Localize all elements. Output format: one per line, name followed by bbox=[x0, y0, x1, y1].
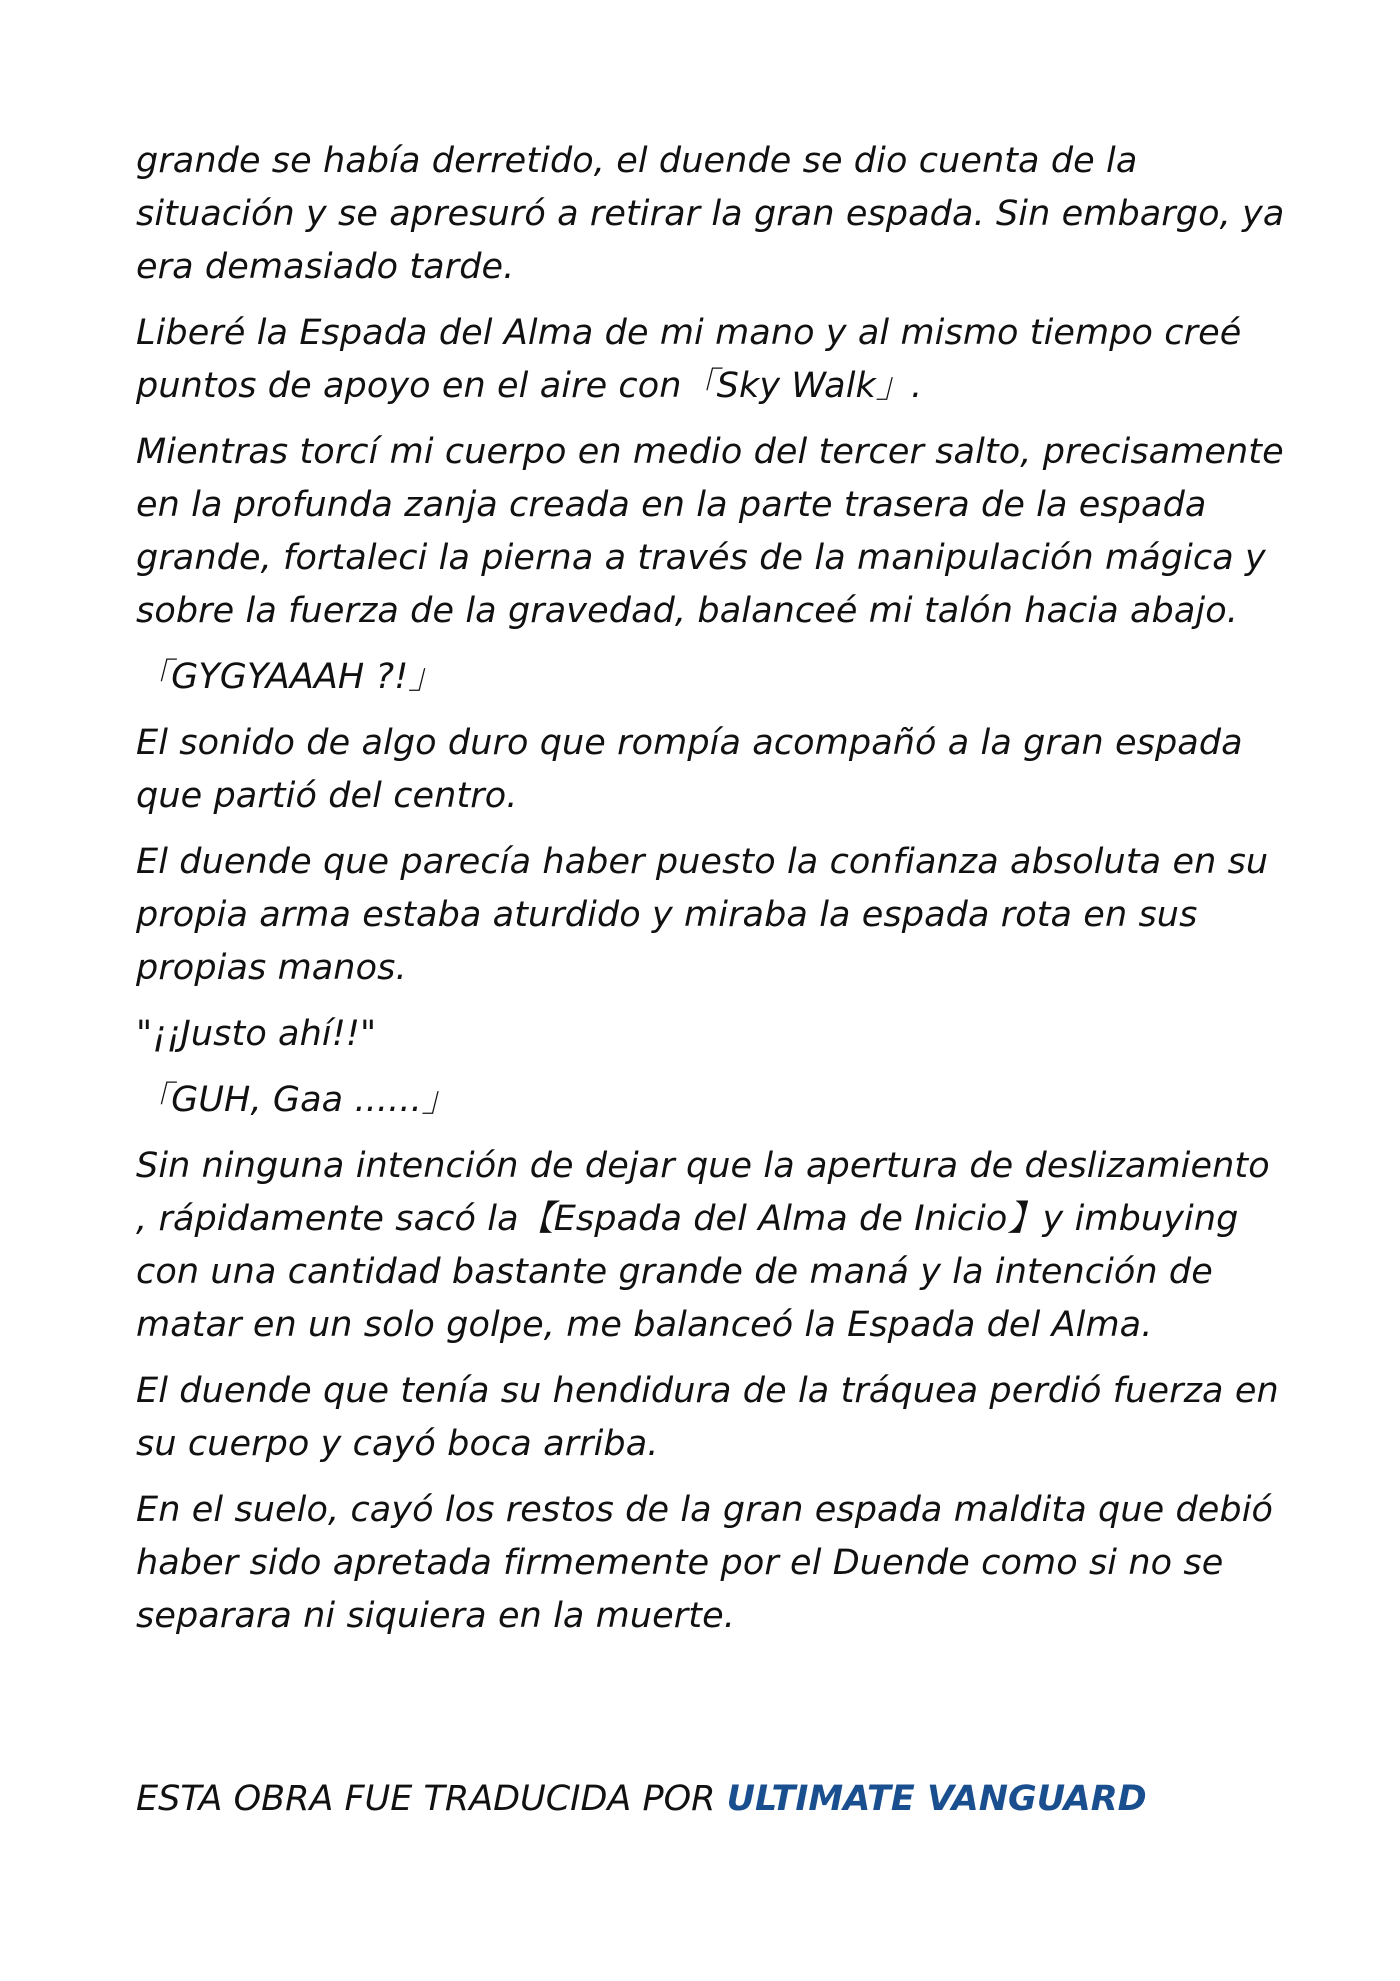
paragraph: Mientras torcí mi cuerpo en medio del tercer salto, precisamente en la profunda zanja creada en la parte trasera de la espada grande, fortaleci la pierna a través de la manipulación mágica y sobre la fuerza de la gravedad, balanceé mi talón hacia abajo. bbox=[136, 432, 1284, 631]
paragraph: El duende que tenía su hendidura de la tráquea perdió fuerza en su cuerpo y cayó boca arriba. bbox=[136, 1371, 1279, 1464]
story-text bbox=[136, 135, 1286, 1656]
paragraph: En el suelo, cayó los restos de la gran espada maldita que debió haber sido apretada firmemente por el Duende como si no se separara ni siquiera en la muerte. bbox=[136, 1490, 1274, 1636]
translation-credit bbox=[136, 1773, 1147, 1826]
paragraph: Sin ninguna intención de dejar que la apertura de deslizamiento , rápidamente sacó la【Espada del Alma de Inicio】y imbuying con una cantidad bastante grande de maná y la intención de matar en un solo golpe, me balanceó la Espada del Alma. bbox=[136, 1146, 1270, 1345]
paragraph: Liberé la Espada del Alma de mi mano y al mismo tiempo creé puntos de apoyo en el aire con「Sky Walk」. bbox=[136, 313, 1242, 406]
dialogue-line: 「GYGYAAAH ?!」 bbox=[136, 657, 444, 697]
paragraph: grande se había derretido, el duende se dio cuenta de la situación y se apresuró a retirar la gran espada. Sin embargo, ya era demasiado tarde. bbox=[136, 141, 1285, 287]
paragraph: El sonido de algo duro que rompía acompañó a la gran espada que partió del centro. bbox=[136, 723, 1243, 816]
credit-prefix: ESTA OBRA FUE TRADUCIDA POR bbox=[136, 1779, 727, 1819]
credit-group-name: ULTIMATE VANGUARD bbox=[726, 1779, 1147, 1819]
dialogue-line: "¡¡Justo ahí!!" bbox=[136, 1014, 377, 1054]
dialogue-line: 「GUH, Gaa ......」 bbox=[136, 1080, 457, 1120]
paragraph: El duende que parecía haber puesto la confianza absoluta en su propia arma estaba aturdido y miraba la espada rota en sus propias manos. bbox=[136, 842, 1269, 988]
